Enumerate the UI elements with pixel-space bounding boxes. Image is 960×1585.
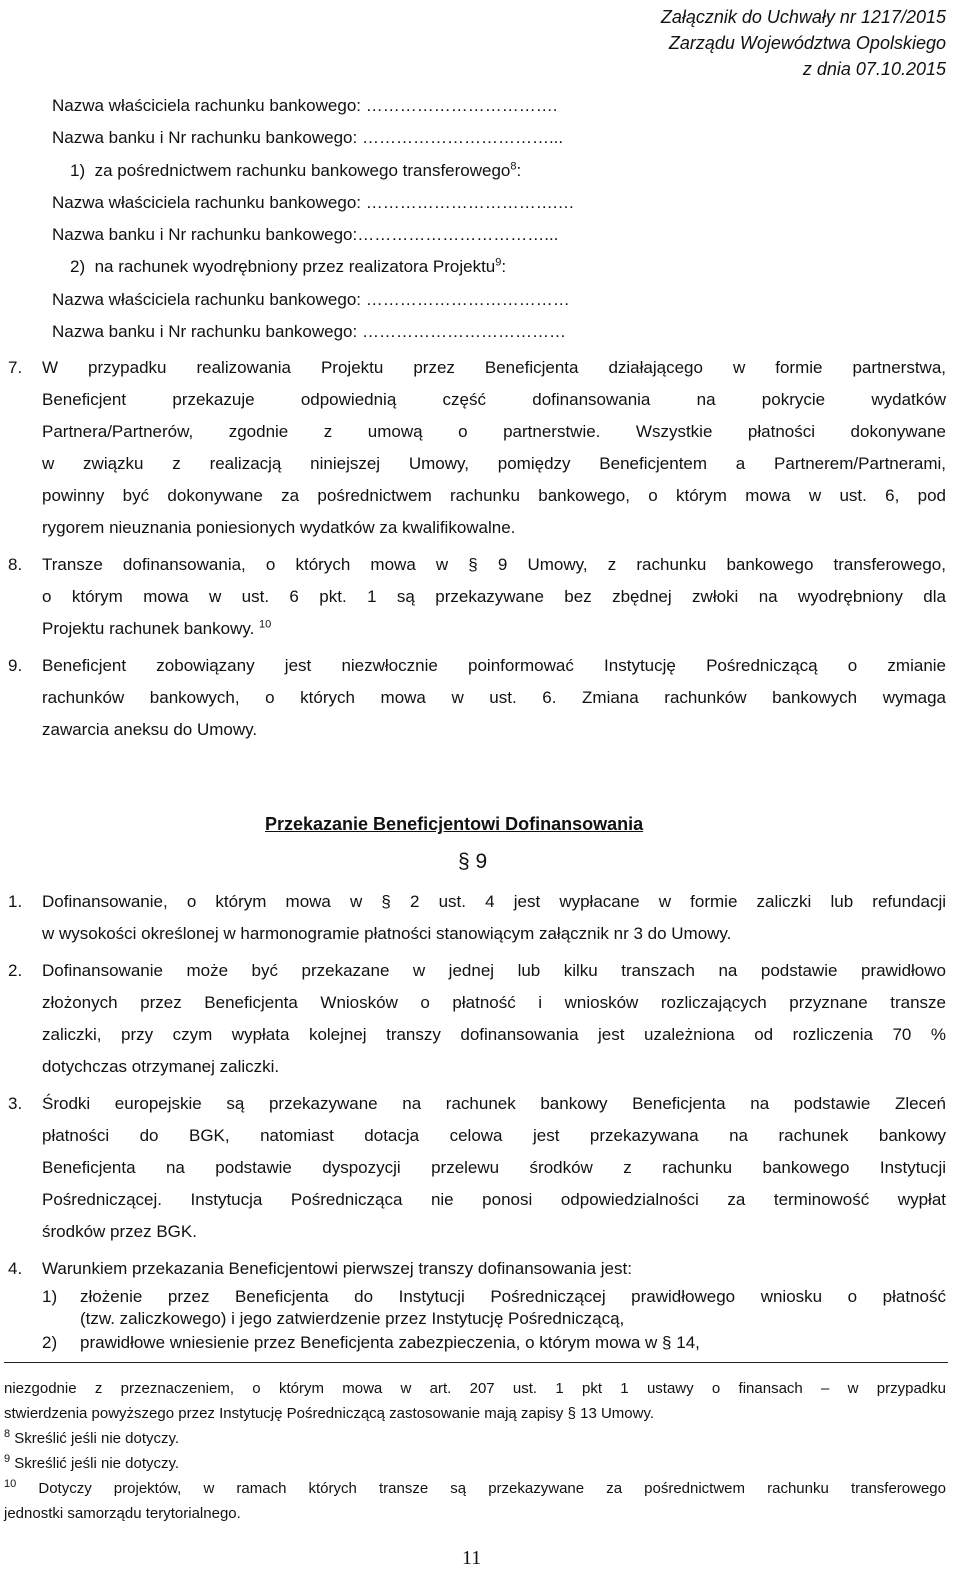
footnote-ref-8: 8	[510, 160, 517, 173]
page-number: 11	[462, 1547, 482, 1569]
p7-line-2: Beneficjent przekazuje odpowiednią część dofinansowania na pokrycie wydatków	[42, 390, 946, 409]
footnote-continuation-line-2: stwierdzenia powyższego przez Instytucję Pośredniczącą zastosowanie mają zapisy § 13 Umowy.	[4, 1405, 655, 1422]
s3-line-5: środków przez BGK.	[42, 1222, 197, 1241]
s4-line-1: Warunkiem przekazania Beneficjentowi pierwszej transzy dofinansowania jest:	[42, 1259, 632, 1278]
s3-number: 3.	[8, 1094, 23, 1113]
option-2-text: na rachunek wyodrębniony przez realizatora Projektu	[94, 257, 496, 276]
s1-line-1: Dofinansowanie, o którym mowa w § 2 ust. 4 jest wypłacane w formie zaliczki lub refundacji	[42, 892, 946, 911]
p9-line-1: Beneficjent zobowiązany jest niezwłocznie poinformować Instytucję Pośredniczącą o zmianie	[42, 656, 946, 675]
section-paragraph-number: § 9	[458, 850, 488, 873]
footnote-9	[4, 1453, 179, 1475]
s4-sub2-number: 2)	[42, 1333, 58, 1352]
footnote-9-text: Skreślić jeśli nie dotyczy.	[14, 1455, 180, 1472]
p8-line-3-text: Projektu rachunek bankowy.	[42, 619, 255, 638]
account-bank-b: Nazwa banku i Nr rachunku bankowego:……………………………...	[52, 225, 559, 244]
footnote-ref-10: 10	[259, 618, 272, 631]
p7-line-5: powinny być dokonywane za pośrednictwem rachunku bankowego, o którym mowa w ust. 6, pod	[42, 486, 946, 505]
section-title: Przekazanie Beneficjentowi Dofinansowania	[265, 814, 644, 834]
account-owner-b: Nazwa właściciela rachunku bankowego: …………………………….…	[52, 193, 575, 212]
s2-number: 2.	[8, 961, 23, 980]
footnote-continuation-line-1: niezgodnie z przeznaczeniem, o którym mowa w art. 207 ust. 1 pkt 1 ustawy o finansach – w przypadku	[4, 1380, 946, 1397]
footnote-separator	[4, 1362, 948, 1363]
p9-line-3: zawarcia aneksu do Umowy.	[42, 720, 258, 739]
s3-line-1: Środki europejskie są przekazywane na rachunek bankowy Beneficjenta na podstawie Zleceń	[42, 1094, 946, 1113]
p7-line-1: W przypadku realizowania Projektu przez Beneficjenta działającego w formie partnerstwa,	[42, 358, 946, 377]
account-owner-c: Nazwa właściciela rachunku bankowego: ………………………………	[52, 290, 570, 309]
s2-line-3: zaliczki, przy czym wypłata kolejnej transzy dofinansowania jest uzależniona od rozliczenia 70 %	[42, 1025, 946, 1044]
s1-line-2: w wysokości określonej w harmonogramie płatności stanowiącym załącznik nr 3 do Umowy.	[42, 924, 732, 943]
option-1-number: 1)	[70, 161, 86, 180]
account-bank-c: Nazwa banku i Nr rachunku bankowego: ………………………………	[52, 322, 566, 341]
footnote-ref-9: 9	[495, 256, 502, 269]
p8-number: 8.	[8, 555, 23, 574]
footnote-10-line-2: jednostki samorządu terytorialnego.	[4, 1505, 241, 1522]
footnote-10-line-1	[4, 1478, 946, 1500]
s3-line-3: Beneficjenta na podstawie dyspozycji przelewu środków z rachunku bankowego Instytucji	[42, 1158, 946, 1177]
s1-number: 1.	[8, 892, 23, 911]
s3-line-4: Pośredniczącej. Instytucja Pośrednicząca nie ponosi odpowiedzialności za terminowość wypłat	[42, 1190, 946, 1209]
s4-sub1-number: 1)	[42, 1287, 58, 1306]
footnote-10-number: 10	[4, 1478, 17, 1490]
footnote-8-number: 8	[4, 1428, 11, 1440]
document-header	[661, 4, 946, 82]
account-owner-a: Nazwa właściciela rachunku bankowego: …………………………….	[52, 96, 558, 115]
p7-number: 7.	[8, 358, 23, 377]
header-line-3: z dnia 07.10.2015	[802, 59, 946, 79]
s4-sub1-line-2: (tzw. zaliczkowego) i jego zatwierdzenie przez Instytucję Pośredniczącą,	[80, 1309, 625, 1328]
s4-sub2-line-1: prawidłowe wniesienie przez Beneficjenta zabezpieczenia, o którym mowa w § 14,	[80, 1333, 700, 1352]
p7-line-6: rygorem nieuznania poniesionych wydatków za kwalifikowalne.	[42, 518, 516, 537]
p8-line-3	[42, 615, 271, 643]
s4-sub1-line-1: złożenie przez Beneficjenta do Instytucji Pośredniczącej prawidłowego wniosku o płatność	[80, 1287, 946, 1306]
s2-line-2: złożonych przez Beneficjenta Wniosków o płatność i wniosków rozliczających przyznane transze	[42, 993, 946, 1012]
p9-line-2: rachunków bankowych, o których mowa w ust. 6. Zmiana rachunków bankowych wymaga	[42, 688, 946, 707]
footnote-10-text: Dotyczy projektów, w ramach których transze są przekazywane za pośrednictwem rachunku transferowego	[38, 1480, 946, 1497]
header-line-1: Załącznik do Uchwały nr 1217/2015	[660, 7, 946, 27]
footnote-8	[4, 1428, 179, 1450]
account-option-1	[70, 157, 521, 185]
p9-number: 9.	[8, 656, 23, 675]
p8-line-2: o którym mowa w ust. 6 pkt. 1 są przekazywane bez zbędnej zwłoki na wyodrębniony dla	[42, 587, 946, 606]
account-option-2	[70, 253, 506, 281]
p8-line-1: Transze dofinansowania, o których mowa w § 9 Umowy, z rachunku bankowego transferowego,	[42, 555, 946, 574]
option-1-text: za pośrednictwem rachunku bankowego transferowego	[94, 161, 511, 180]
header-line-2: Zarządu Województwa Opolskiego	[668, 33, 946, 53]
option-2-number: 2)	[70, 257, 86, 276]
option-2-colon: :	[501, 257, 507, 276]
footnote-9-number: 9	[4, 1453, 11, 1465]
option-1-colon: :	[516, 161, 522, 180]
s3-line-2: płatności do BGK, natomiast dotacja celowa jest przekazywana na rachunek bankowy	[42, 1126, 946, 1145]
s2-line-1: Dofinansowanie może być przekazane w jednej lub kilku transzach na podstawie prawidłowo	[42, 961, 946, 980]
s2-line-4: dotychczas otrzymanej zaliczki.	[42, 1057, 280, 1076]
p7-line-3: Partnera/Partnerów, zgodnie z umową o partnerstwie. Wszystkie płatności dokonywane	[42, 422, 946, 441]
s4-number: 4.	[8, 1259, 23, 1278]
footnote-8-text: Skreślić jeśli nie dotyczy.	[14, 1430, 180, 1447]
p7-line-4: w związku z realizacją niniejszej Umowy, pomiędzy Beneficjentem a Partnerem/Partnerami,	[42, 454, 946, 473]
account-bank-a: Nazwa banku i Nr rachunku bankowego: ……………………………...	[52, 128, 564, 147]
